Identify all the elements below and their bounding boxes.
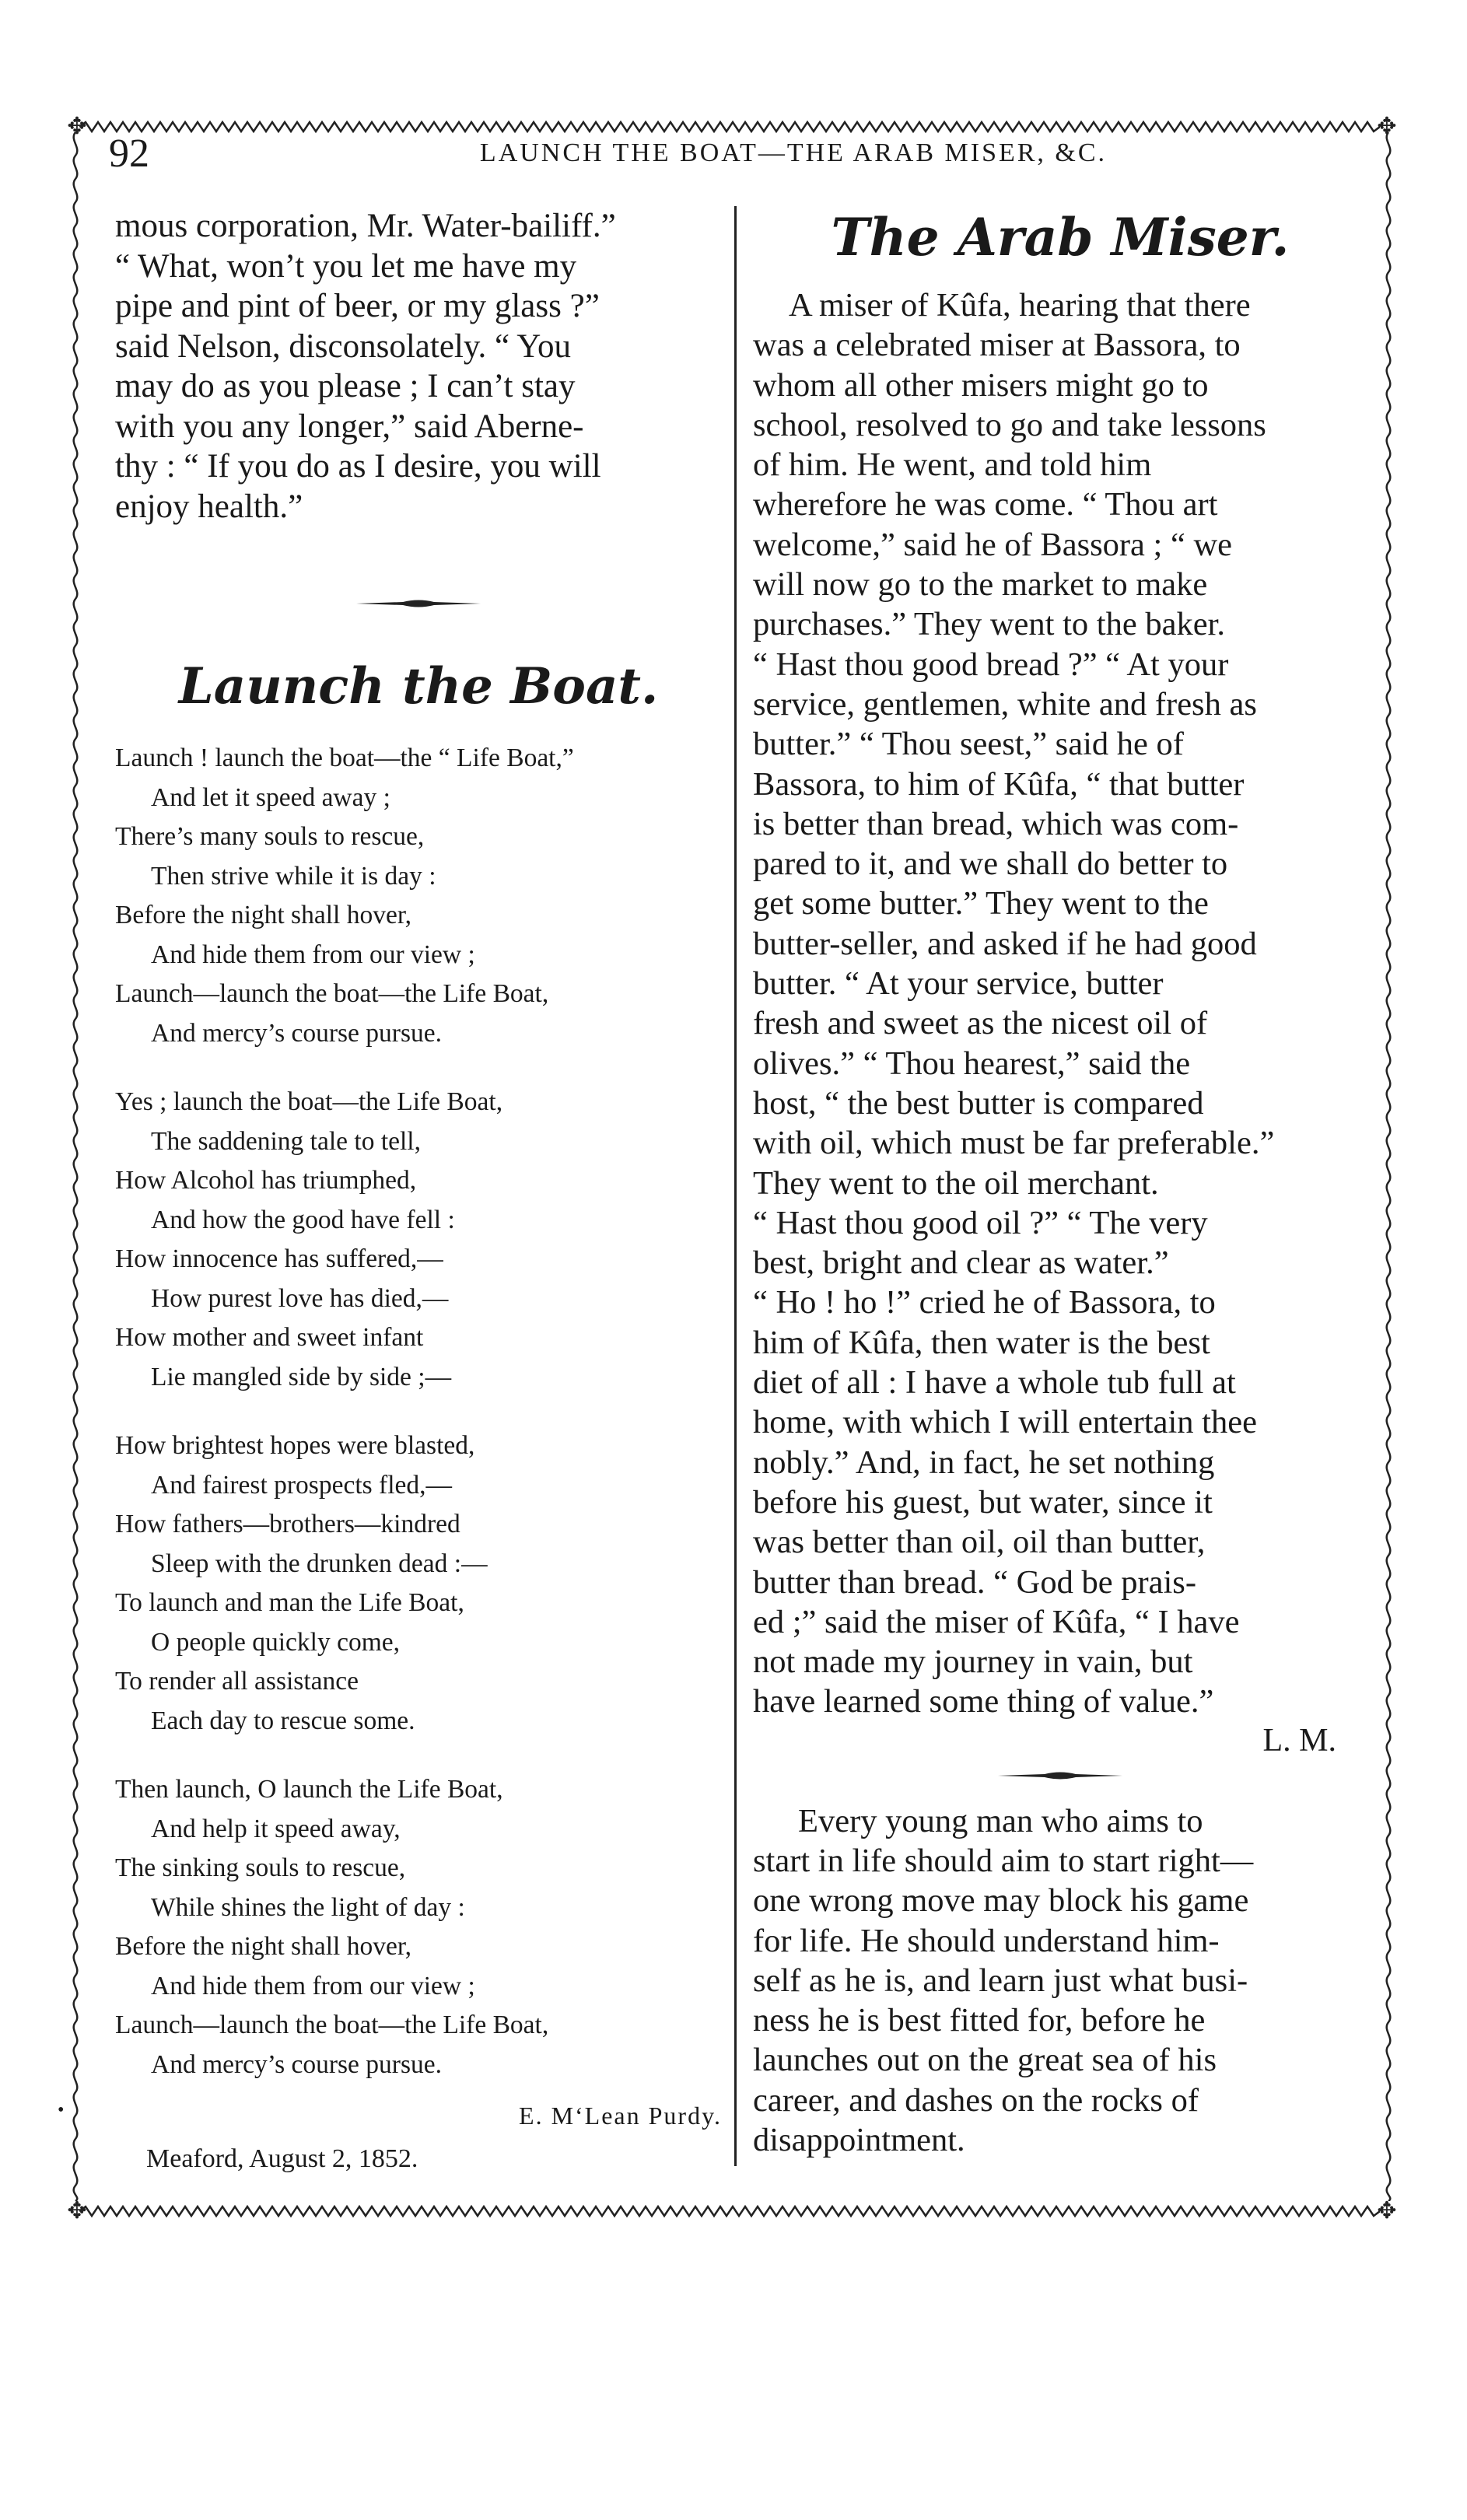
text-line: fresh and sweet as the nicest oil of <box>753 1005 1208 1042</box>
text-line: “ Ho ! ho !” cried he of Bassora, to <box>753 1284 1216 1321</box>
poem-line: To render all assistance <box>115 1667 359 1696</box>
poem-line: And mercy’s course pursue. <box>151 2049 442 2079</box>
text-line: have learned some thing of value.” <box>753 1683 1214 1720</box>
text-line: nobly.” And, in fact, he set nothing <box>753 1444 1215 1481</box>
poem-line: Then launch, O launch the Life Boat, <box>115 1775 503 1804</box>
text-line: was better than oil, oil than butter, <box>753 1524 1206 1561</box>
poem-line: How mother and sweet infant <box>115 1323 424 1352</box>
text-line: him of Kûfa, then water is the best <box>753 1324 1210 1361</box>
section-divider <box>998 1770 1122 1781</box>
text-line: ness he is best fitted for, before he <box>753 2002 1206 2039</box>
text-line: Bassora, to him of Kûfa, “ that butter <box>753 765 1245 803</box>
text-line: enjoy health.” <box>115 488 303 525</box>
text-line: one wrong move may block his game <box>753 1882 1249 1920</box>
text-line: school, resolved to go and take lessons <box>753 406 1266 443</box>
poem-line: To launch and man the Life Boat, <box>115 1588 464 1617</box>
text-line: pipe and pint of beer, or my glass ?” <box>115 288 600 324</box>
poem-stanza <box>115 739 722 1053</box>
left-border-ornament <box>67 132 84 2201</box>
text-line: with you any longer,” said Aberne- <box>115 408 584 445</box>
story-title: The Arab Miser. <box>831 207 1290 268</box>
text-line: not made my journey in vain, but <box>753 1643 1193 1681</box>
poem-line: While shines the light of day : <box>151 1892 465 1922</box>
text-line: service, gentlemen, white and fresh as <box>753 685 1257 723</box>
right-column <box>753 206 1367 2160</box>
poem-line: Launch—launch the boat—the Life Boat, <box>115 2011 549 2039</box>
text-line: whom all other misers might go to <box>753 366 1209 404</box>
poem-line: How innocence has suffered,— <box>115 1244 443 1273</box>
poem-line: And help it speed away, <box>151 1814 401 1843</box>
corner-ornament-icon: ✥ <box>1377 2197 1397 2224</box>
column-divider <box>734 206 737 2166</box>
text-line: thy : “ If you do as I desire, you will <box>115 448 601 485</box>
corner-ornament-icon: ✥ <box>67 2197 87 2224</box>
text-line: home, with which I will entertain thee <box>753 1404 1257 1441</box>
left-column <box>115 206 722 2174</box>
bottom-border-ornament <box>79 2203 1380 2220</box>
running-head: LAUNCH THE BOAT—THE ARAB MISER, &C. <box>479 138 1108 167</box>
text-line: disappointment. <box>753 2122 965 2159</box>
text-line: They went to the oil merchant. <box>753 1164 1159 1202</box>
poem-line: And let it speed away ; <box>151 782 390 812</box>
poem-stanza <box>115 1426 722 1741</box>
text-line: best, bright and clear as water.” <box>753 1244 1169 1282</box>
poem-dateline: Meaford, August 2, 1852. <box>146 2144 418 2173</box>
text-line: wherefore he was come. “ Thou art <box>753 486 1218 523</box>
poem-line: And hide them from our view ; <box>151 1971 475 2000</box>
poem-line: And hide them from our view ; <box>151 940 475 969</box>
text-line: purchases.” They went to the baker. <box>753 606 1225 643</box>
intro-paragraph <box>115 206 722 527</box>
text-line: of him. He went, and told him <box>753 446 1152 484</box>
poem <box>115 739 722 2084</box>
poem-line: Yes ; launch the boat—the Life Boat, <box>115 1087 503 1116</box>
section-divider <box>356 598 481 609</box>
poem-line: And how the good have fell : <box>151 1205 455 1234</box>
text-line: self as he is, and learn just what busi- <box>753 1962 1248 1999</box>
text-line: butter.” “ Thou seest,” said he of <box>753 726 1184 763</box>
poem-line: The saddening tale to tell, <box>151 1126 421 1156</box>
poem-line: O people quickly come, <box>151 1627 401 1657</box>
text-line: with oil, which must be far preferable.” <box>753 1125 1275 1162</box>
margin-dot-icon: • <box>58 2100 65 2120</box>
text-line: pared to it, and we shall do better to <box>753 845 1228 883</box>
poem-line: There’s many souls to rescue, <box>115 822 425 851</box>
poem-stanza <box>115 1083 722 1397</box>
text-line: host, “ the best butter is compared <box>753 1084 1204 1122</box>
text-line: is better than bread, which was com- <box>753 805 1239 842</box>
text-line: mous corporation, Mr. Water-bailiff.” <box>115 208 616 244</box>
right-border-ornament <box>1380 132 1397 2201</box>
poem-line: How purest love has died,— <box>151 1283 449 1313</box>
page-header <box>109 131 1353 177</box>
text-line: welcome,” said he of Bassora ; “ we <box>753 526 1233 563</box>
poem-line: Launch ! launch the boat—the “ Life Boat,” <box>115 744 574 772</box>
poem-line: Before the night shall hover, <box>115 901 412 929</box>
poem-line: Each day to rescue some. <box>151 1706 415 1735</box>
story-initials: L. M. <box>1262 1722 1336 1759</box>
text-line: “ Hast thou good oil ?” “ The very <box>753 1204 1208 1241</box>
poem-line: Lie mangled side by side ;— <box>151 1362 452 1391</box>
text-line: before his guest, but water, since it <box>753 1483 1213 1521</box>
story-paragraph <box>753 285 1367 1722</box>
text-line: butter. “ At your service, butter <box>753 965 1164 1003</box>
text-line: was a celebrated miser at Bassora, to <box>753 327 1241 364</box>
text-line: get some butter.” They went to the <box>753 885 1209 922</box>
text-line: career, and dashes on the rocks of <box>753 2081 1199 2119</box>
text-line: butter than bread. “ God be prais- <box>753 1563 1196 1601</box>
text-line: butter-seller, and asked if he had good <box>753 925 1257 962</box>
text-line: for life. He should understand him- <box>753 1922 1220 1959</box>
text-line: launches out on the great sea of his <box>753 2042 1217 2079</box>
text-line: may do as you please ; I can’t stay <box>115 368 576 404</box>
poem-line: The sinking souls to rescue, <box>115 1853 406 1882</box>
corner-ornament-icon: ✥ <box>67 113 87 140</box>
text-line: start in life should aim to start right— <box>753 1842 1254 1879</box>
poem-line: Then strive while it is day : <box>151 861 436 891</box>
text-line: Every young man who aims to <box>798 1802 1203 1839</box>
text-line: ed ;” said the miser of Kûfa, “ I have <box>753 1603 1240 1640</box>
text-line: olives.” “ Thou hearest,” said the <box>753 1045 1191 1082</box>
text-line: A miser of Kûfa, hearing that there <box>789 287 1251 324</box>
poem-title: Launch the Boat. <box>178 657 659 716</box>
poem-line: Sleep with the drunken dead :— <box>151 1549 488 1578</box>
page-number: 92 <box>109 131 149 176</box>
poem-line: Before the night shall hover, <box>115 1932 412 1961</box>
text-line: will now go to the market to make <box>753 566 1208 604</box>
poem-line: And fairest prospects fled,— <box>151 1470 453 1500</box>
text-line: “ Hast thou good bread ?” “ At your <box>753 646 1229 683</box>
poem-line: Launch—launch the boat—the Life Boat, <box>115 979 549 1008</box>
poem-line: And mercy’s course pursue. <box>151 1018 442 1048</box>
poem-line: How brightest hopes were blasted, <box>115 1431 475 1460</box>
text-line: diet of all : I have a whole tub full at <box>753 1364 1236 1402</box>
corner-ornament-icon: ✥ <box>1377 113 1397 140</box>
poem-signature: E. M‘Lean Purdy. <box>519 2102 722 2130</box>
advice-paragraph <box>753 1801 1367 2161</box>
text-line: “ What, won’t you let me have my <box>115 247 577 285</box>
poem-line: How fathers—brothers—kindred <box>115 1510 460 1538</box>
text-line: said Nelson, disconsolately. “ You <box>115 327 572 365</box>
poem-line: How Alcohol has triumphed, <box>115 1166 417 1195</box>
poem-stanza <box>115 1770 722 2084</box>
